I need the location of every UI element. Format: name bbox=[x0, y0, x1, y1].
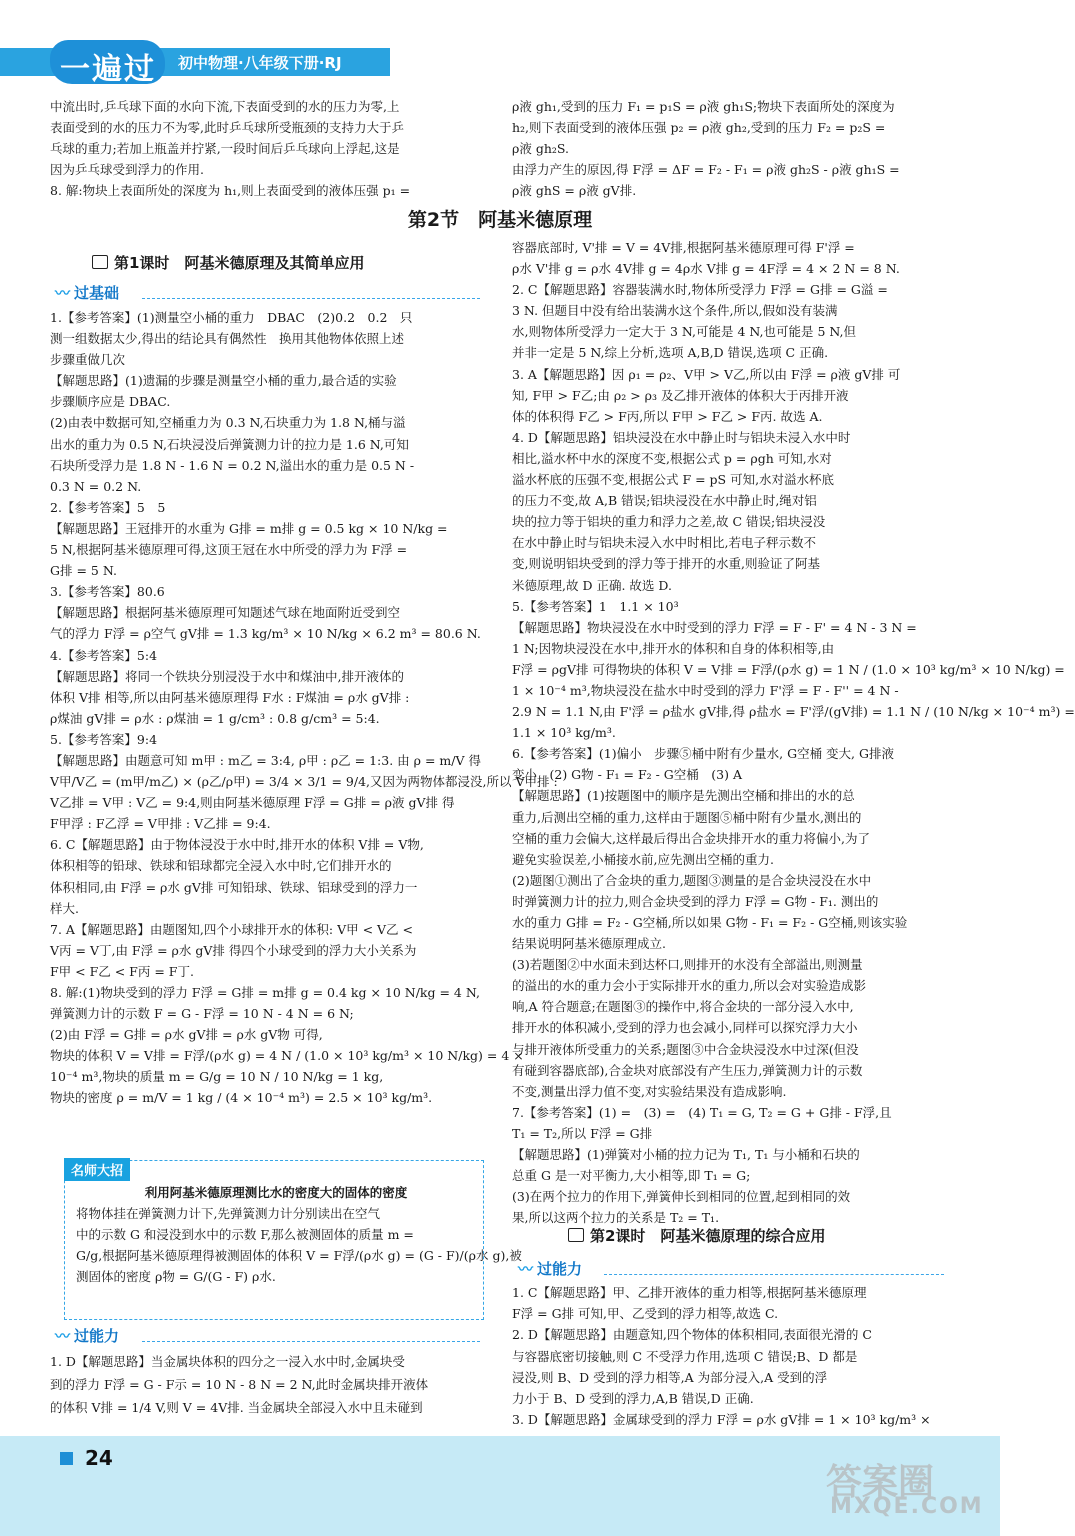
text-line: 的体积 V排 = 1/4 V,则 V = 4V排. 当金属块全部浸入水中且未碰到 bbox=[50, 1400, 423, 1415]
text-line: G/g,根据阿基米德原理得被测固体的体积 V = F浮/(ρ水 g) = (G - F)/(ρ水 g),被 bbox=[76, 1248, 522, 1263]
right-bottom-block bbox=[512, 1282, 952, 1430]
text-line: 【解题思路】根据阿基米德原理可知题述气球在地面附近受到空 bbox=[50, 605, 401, 621]
text-line: 水的重力 G排 = F₂ - G空桶,所以如果 G物 - F₁ = F₂ - G空桶,则该实验 bbox=[512, 915, 908, 930]
text-line: 5.【参考答案】1 1.1 × 10³ bbox=[512, 598, 679, 614]
text-line: 空桶的重力会偏大,这样最后得出合金块排开水的重力将偏小,为了 bbox=[512, 830, 870, 846]
logo-text: 一遍过 bbox=[60, 52, 156, 87]
text-line: 石块所受浮力是 1.8 N - 1.6 N = 0.2 N,溢出水的重力是 0.5 N - bbox=[50, 457, 415, 473]
text-line: 排开水的体积减小,受到的浮力也会减小,同样可以探究浮力大小 bbox=[512, 1020, 858, 1036]
lesson-icon bbox=[568, 1228, 584, 1242]
text-line: 容器底部时, V'排 = V = 4V排,根据阿基米德原理可得 F'浮 = bbox=[512, 240, 855, 255]
lesson-1-label: 第1课时 阿基米德原理及其简单应用 bbox=[114, 254, 365, 272]
text-line: 7. A【解题思路】由题图知,四个小球排开水的体积: V甲 < V乙 < bbox=[50, 921, 414, 937]
text-line: 溢水杯底的压强不变,根据公式 F = pS 可知,水对溢水杯底 bbox=[512, 472, 835, 488]
text-line: 【解题思路】由题意可知 m甲 : m乙 = 3:4, ρ甲 : ρ乙 = 1:3. 由 ρ = m/V 得 bbox=[50, 752, 481, 768]
page-marker bbox=[60, 1452, 73, 1465]
section-ability-label: 过能力 bbox=[74, 1327, 120, 1345]
text-line: 弹簧测力计的示数 F = G - F浮 = 10 N - 4 N = 6 N; bbox=[50, 1006, 354, 1022]
text-line: 测一组数据太少,得出的结论具有偶然性 换用其他物体依照上述 bbox=[50, 331, 404, 347]
text-line: ρ液 gh₁,受到的压力 F₁ = p₁S = ρ液 gh₁S;物块下表面所处的深度为 bbox=[512, 99, 895, 114]
text-line: (2)由 F浮 = G排 = ρ水 gV排 = ρ水 gV物 可得, bbox=[50, 1027, 323, 1043]
text-line: F甲浮 : F乙浮 = V甲排 : V乙排 = 9:4. bbox=[50, 816, 271, 832]
text-line: 体积相同,由 F浮 = ρ水 gV排 可知铅球、铁球、铝球受到的浮力一 bbox=[50, 879, 418, 895]
text-line: 8. 解:(1)物块受到的浮力 F浮 = G排 = m排 g = 0.4 kg × 10 N/kg = 4 N, bbox=[50, 985, 480, 1000]
text-line: 由浮力产生的原因,得 F浮 = ΔF = F₂ - F₁ = ρ液 gh₂S - ρ液 gh₁S = bbox=[512, 162, 900, 177]
tip-content bbox=[76, 1182, 522, 1287]
text-line: 5.【参考答案】9:4 bbox=[50, 731, 158, 747]
text-line: 10⁻⁴ m³,物块的质量 m = G/g = 10 N / 10 N/kg = 1 kg, bbox=[50, 1069, 384, 1085]
text-line: 的溢出的水的重力会小于实际排开水的重力,所以会对实验造成影 bbox=[512, 978, 866, 994]
text-line: F浮 = G排 可知,甲、乙受到的浮力相等,故选 C. bbox=[512, 1306, 779, 1322]
text-line: 浸没,则 B、D 受到的浮力相等,A 为部分浸入,A 受到的浮 bbox=[512, 1369, 828, 1385]
text-line: 结果说明阿基米德原理成立. bbox=[512, 936, 666, 952]
text-line: 重力,后测出空桶的重力,这样由于题图⑤桶中附有少量水,测出的 bbox=[512, 809, 862, 825]
text-line: V甲/V乙 = (m甲/m乙) × (ρ乙/ρ甲) = 3/4 × 3/1 = 9/4,又因为两物体都浸没,所以 V甲排 : bbox=[50, 774, 558, 790]
section-title: 第2节 阿基米德原理 bbox=[407, 209, 593, 231]
wave-icon: 〰 bbox=[55, 284, 71, 302]
text-line: 测固体的密度 ρ物 = G/(G - F) ρ水. bbox=[76, 1269, 276, 1284]
text-line: 体积 V排 相等,所以由阿基米德原理得 F水 : F煤油 = ρ水 gV排 : bbox=[50, 689, 410, 705]
wave-icon: 〰 bbox=[518, 1260, 534, 1278]
text-line: G排 = 5 N. bbox=[50, 563, 117, 579]
text-line: 将物体挂在弹簧测力计下,先弹簧测力计分别读出在空气 bbox=[76, 1206, 380, 1221]
text-line: 避免实验误差,小桶接水前,应先测出空桶的重力. bbox=[512, 851, 774, 867]
text-line: 中流出时,乒乓球下面的水向下流,下表面受到的水的压力为零,上 bbox=[50, 99, 400, 114]
section-ability-label: 过能力 bbox=[537, 1260, 583, 1278]
top-right-block bbox=[512, 96, 952, 201]
text-line: 6.【参考答案】(1)偏小 步骤⑤桶中附有少量水, G空桶 变大, G排液 bbox=[512, 746, 894, 762]
text-line: 变小 (2) G物 - F₁ = F₂ - G空桶 (3) A bbox=[512, 767, 742, 783]
text-line: 相比,溢水杯中水的深度不变,根据公式 p = ρgh 可知,水对 bbox=[512, 450, 832, 466]
text-line: 【解题思路】(1)按题图中的顺序是先测出空桶和排出的水的总 bbox=[512, 788, 855, 804]
text-line: 1.1 × 10³ kg/m³. bbox=[512, 725, 616, 741]
text-line: 样大. bbox=[50, 900, 79, 916]
text-line: 乓球的重力;若加上瓶盖并拧紧,一段时间后乒乓球向上浮起,这是 bbox=[50, 141, 400, 156]
section-ability-left bbox=[55, 1325, 119, 1346]
text-line: V乙排 = V甲 : V乙 = 9:4,则由阿基米德原理 F浮 = G排 = ρ液 gV排 得 bbox=[50, 795, 455, 811]
text-line: 的压力不变,故 A,B 错误;铝块浸没在水中静止时,绳对铝 bbox=[512, 493, 817, 509]
text-line: 响,A 符合题意;在题图③的操作中,将合金块的一部分浸入水中, bbox=[512, 999, 854, 1015]
lesson-2-title bbox=[568, 1225, 825, 1246]
section-divider bbox=[142, 1341, 480, 1342]
section-basic bbox=[55, 282, 119, 303]
page-header bbox=[0, 0, 1000, 90]
text-line: 7.【参考答案】(1) = (3) = (4) T₁ = G, T₂ = G + G排 - F浮,且 bbox=[512, 1104, 892, 1120]
text-line: 出水的重力为 0.5 N,石块浸没后弹簧测力计的拉力是 1.6 N,可知 bbox=[50, 436, 409, 452]
text-line: 米德原理,故 D 正确. 故选 D. bbox=[512, 577, 672, 593]
watermark-url: MXQE.COM bbox=[830, 1494, 984, 1519]
text-line: 【解题思路】(1)弹簧对小桶的拉力记为 T₁, T₁ 与小桶和石块的 bbox=[512, 1147, 860, 1163]
text-line: 物块的体积 V = V排 = F浮/(ρ水 g) = 4 N / (1.0 × 10³ kg/m³ × 10 N/kg) = 4 × bbox=[50, 1048, 524, 1064]
text-line: 0.3 N = 0.2 N. bbox=[50, 478, 142, 494]
text-line: ρ水 V'排 g = ρ水 4V排 g = 4ρ水 V排 g = 4F浮 = 4 × 2 N = 8 N. bbox=[512, 261, 900, 277]
text-line: 3. D【解题思路】金属球受到的浮力 F浮 = ρ水 gV排 = 1 × 10³ kg/m³ × bbox=[512, 1412, 931, 1428]
text-line: 1.【参考答案】(1)测量空小桶的重力 DBAC (2)0.2 0.2 只 bbox=[50, 310, 413, 325]
left-bottom-block bbox=[50, 1350, 490, 1419]
lesson-1-title bbox=[92, 252, 364, 273]
text-line: h₂,则下表面受到的液体压强 p₂ = ρ液 gh₂,受到的压力 F₂ = p₂S = bbox=[512, 120, 886, 135]
text-line: 果,所以这两个拉力的关系是 T₂ = T₁. bbox=[512, 1210, 720, 1226]
text-line: 6. C【解题思路】由于物体浸没于水中时,排开水的体积 V排 = V物, bbox=[50, 837, 424, 853]
right-column bbox=[512, 237, 1075, 1228]
section-ability-right bbox=[518, 1258, 582, 1279]
text-line: 块的拉力等于铝块的重力和浮力之差,故 C 错误;铝块浸没 bbox=[512, 514, 826, 530]
text-line: 3 N. 但题目中没有给出装满水这个条件,所以,假如没有装满 bbox=[512, 303, 838, 319]
text-line: 气的浮力 F浮 = ρ空气 gV排 = 1.3 kg/m³ × 10 N/kg × 6.2 m³ = 80.6 N. bbox=[50, 626, 481, 642]
text-line: 在水中静止时与铝块未浸入水中时相比,若电子秤示数不 bbox=[512, 535, 816, 551]
text-line: 与排开液体所受重力的关系;题图③中合金块浸没水中过深(但没 bbox=[512, 1041, 859, 1057]
text-line: ρ煤油 gV排 = ρ水 : ρ煤油 = 1 g/cm³ : 0.8 g/cm³ = 5:4. bbox=[50, 710, 380, 726]
text-line: F浮 = ρgV排 可得物块的体积 V = V排 = F浮/(ρ水 g) = 1 N / (1.0 × 10³ kg/m³ × 10 N/kg) = bbox=[512, 661, 1065, 677]
tip-title: 利用阿基米德原理测比水的密度大的固体的密度 bbox=[144, 1185, 408, 1200]
text-line: 【解题思路】物块浸没在水中时受到的浮力 F浮 = F - F' = 4 N - 3 N = bbox=[512, 619, 917, 635]
text-line: 8. 解:物块上表面所处的深度为 h₁,则上表面受到的液体压强 p₁ = bbox=[50, 183, 411, 198]
text-line: 步骤顺序应是 DBAC. bbox=[50, 394, 171, 410]
tip-badge: 名师大招 bbox=[64, 1158, 130, 1181]
text-line: 【解题思路】将同一个铁块分别浸没于水中和煤油中,排开液体的 bbox=[50, 668, 404, 684]
text-line: 时弹簧测力计的拉力,则合金块受到的浮力 F浮 = G物 - F₁. 测出的 bbox=[512, 893, 879, 909]
text-line: (3)若题图②中水面未到达杯口,则排开的水没有全部溢出,则测量 bbox=[512, 957, 863, 973]
text-line: 3. A【解题思路】因 ρ₁ = ρ₂、V甲 > V乙,所以由 F浮 = ρ液 gV排 可 bbox=[512, 366, 901, 382]
text-line: 步骤重做几次 bbox=[50, 352, 126, 368]
text-line: 到的浮力 F浮 = G - F示 = 10 N - 8 N = 2 N,此时金属块排开液体 bbox=[50, 1377, 429, 1392]
text-line: 知, F甲 > F乙;由 ρ₂ > ρ₃ 及乙排开液体的体积大于丙排开液 bbox=[512, 387, 849, 403]
text-line: 体的体积得 F乙 > F丙,所以 F甲 > F乙 > F丙. 故选 A. bbox=[512, 408, 823, 424]
text-line: 表面受到的水的压力不为零,此时乒乓球所受瓶颈的支持力大于乒 bbox=[50, 120, 404, 135]
watermark-logo: 答案圈 bbox=[826, 1462, 935, 1503]
text-line: 1 × 10⁻⁴ m³,物块浸没在盐水中时受到的浮力 F'浮 = F - F'' = 4 N - bbox=[512, 682, 899, 698]
left-column bbox=[50, 307, 558, 1109]
text-line: 1 N;因物块浸没在水中,排开水的体积和自身的体积相等,由 bbox=[512, 640, 835, 656]
text-line: 2.【参考答案】5 5 bbox=[50, 499, 166, 515]
text-line: 1. C【解题思路】甲、乙排开液体的重力相等,根据阿基米德原理 bbox=[512, 1285, 867, 1300]
lesson-icon bbox=[92, 255, 108, 269]
text-line: 力小于 B、D 受到的浮力,A,B 错误,D 正确. bbox=[512, 1391, 754, 1407]
text-line: 4. D【解题思路】铝块浸没在水中静止时与铝块未浸入水中时 bbox=[512, 429, 851, 445]
section-divider bbox=[604, 1274, 944, 1275]
text-line: 体积相等的铅球、铁球和铝球都完全浸入水中时,它们排开水的 bbox=[50, 858, 392, 874]
text-line: 水,则物体所受浮力一定大于 3 N,可能是 4 N,也可能是 5 N,但 bbox=[512, 324, 857, 340]
section-divider bbox=[142, 298, 480, 299]
text-line: F甲 < F乙 < F丙 = F丁. bbox=[50, 963, 194, 979]
text-line: 5 N,根据阿基米德原理可得,这顶王冠在水中所受的浮力为 F浮 = bbox=[50, 542, 408, 558]
text-line: 【解题思路】王冠排开的水重为 G排 = m排 g = 0.5 kg × 10 N/kg = bbox=[50, 520, 448, 536]
text-line: T₁ = T₂,所以 F浮 = G排 bbox=[512, 1125, 653, 1141]
text-line: ρ液 ghS = ρ液 gV排. bbox=[512, 183, 637, 198]
wave-icon: 〰 bbox=[55, 1327, 71, 1345]
text-line: 物块的密度 ρ = m/V = 1 kg / (4 × 10⁻⁴ m³) = 2.5 × 10³ kg/m³. bbox=[50, 1090, 433, 1106]
text-line: (2)题图①测出了合金块的重力,题图③测量的是合金块浸没在水中 bbox=[512, 872, 872, 888]
text-line: 与容器底密切接触,则 C 不受浮力作用,选项 C 错误;B、D 都是 bbox=[512, 1348, 858, 1364]
text-line: 2. C【解题思路】容器装满水时,物体所受浮力 F浮 = G排 = G溢 = bbox=[512, 282, 888, 298]
text-line: 3.【参考答案】80.6 bbox=[50, 584, 165, 600]
text-line: 并非一定是 5 N,综上分析,选项 A,B,D 错误,选项 C 正确. bbox=[512, 345, 829, 361]
text-line: 2.9 N = 1.1 N,由 F'浮 = ρ盐水 gV排,得 ρ盐水 = F'浮/(gV排) = 1.1 N / (10 N/kg × 10⁻⁴ m³) = bbox=[512, 704, 1075, 720]
text-line: (3)在两个拉力的作用下,弹簧伸长到相同的位置,起到相同的效 bbox=[512, 1189, 851, 1205]
text-line: 有碰到容器底部),合金块对底部没有产生压力,弹簧测力计的示数 bbox=[512, 1062, 863, 1078]
text-line: 变,则说明铝块受到的浮力等于排开的水重,则验证了阿基 bbox=[512, 556, 820, 572]
text-line: ρ液 gh₂S. bbox=[512, 141, 569, 156]
text-line: 中的示数 G 和浸没到水中的示数 F,那么被测固体的质量 m = bbox=[76, 1227, 414, 1242]
text-line: 不变,测量出浮力值不变,对实验结果没有造成影响. bbox=[512, 1083, 787, 1099]
text-line: 4.【参考答案】5:4 bbox=[50, 647, 158, 663]
text-line: (2)由表中数据可知,空桶重力为 0.3 N,石块重力为 1.8 N,桶与溢 bbox=[50, 415, 406, 431]
header-title: 初中物理·八年级下册·RJ bbox=[178, 54, 342, 72]
text-line: 1. D【解题思路】当金属块体积的四分之一浸入水中时,金属块受 bbox=[50, 1354, 405, 1369]
text-line: 【解题思路】(1)遗漏的步骤是测量空小桶的重力,最合适的实验 bbox=[50, 373, 397, 389]
top-left-block bbox=[50, 96, 490, 201]
text-line: 总重 G 是一对平衡力,大小相等,即 T₁ = G; bbox=[512, 1168, 751, 1184]
page-number: 24 bbox=[85, 1446, 113, 1470]
lesson-2-label: 第2课时 阿基米德原理的综合应用 bbox=[590, 1227, 826, 1245]
text-line: 因为乒乓球受到浮力的作用. bbox=[50, 162, 204, 177]
text-line: V丙 = V丁,由 F浮 = ρ水 gV排 得四个小球受到的浮力大小关系为 bbox=[50, 942, 417, 958]
section-basic-label: 过基础 bbox=[74, 284, 120, 302]
text-line: 2. D【解题思路】由题意知,四个物体的体积相同,表面很光滑的 C bbox=[512, 1327, 872, 1343]
